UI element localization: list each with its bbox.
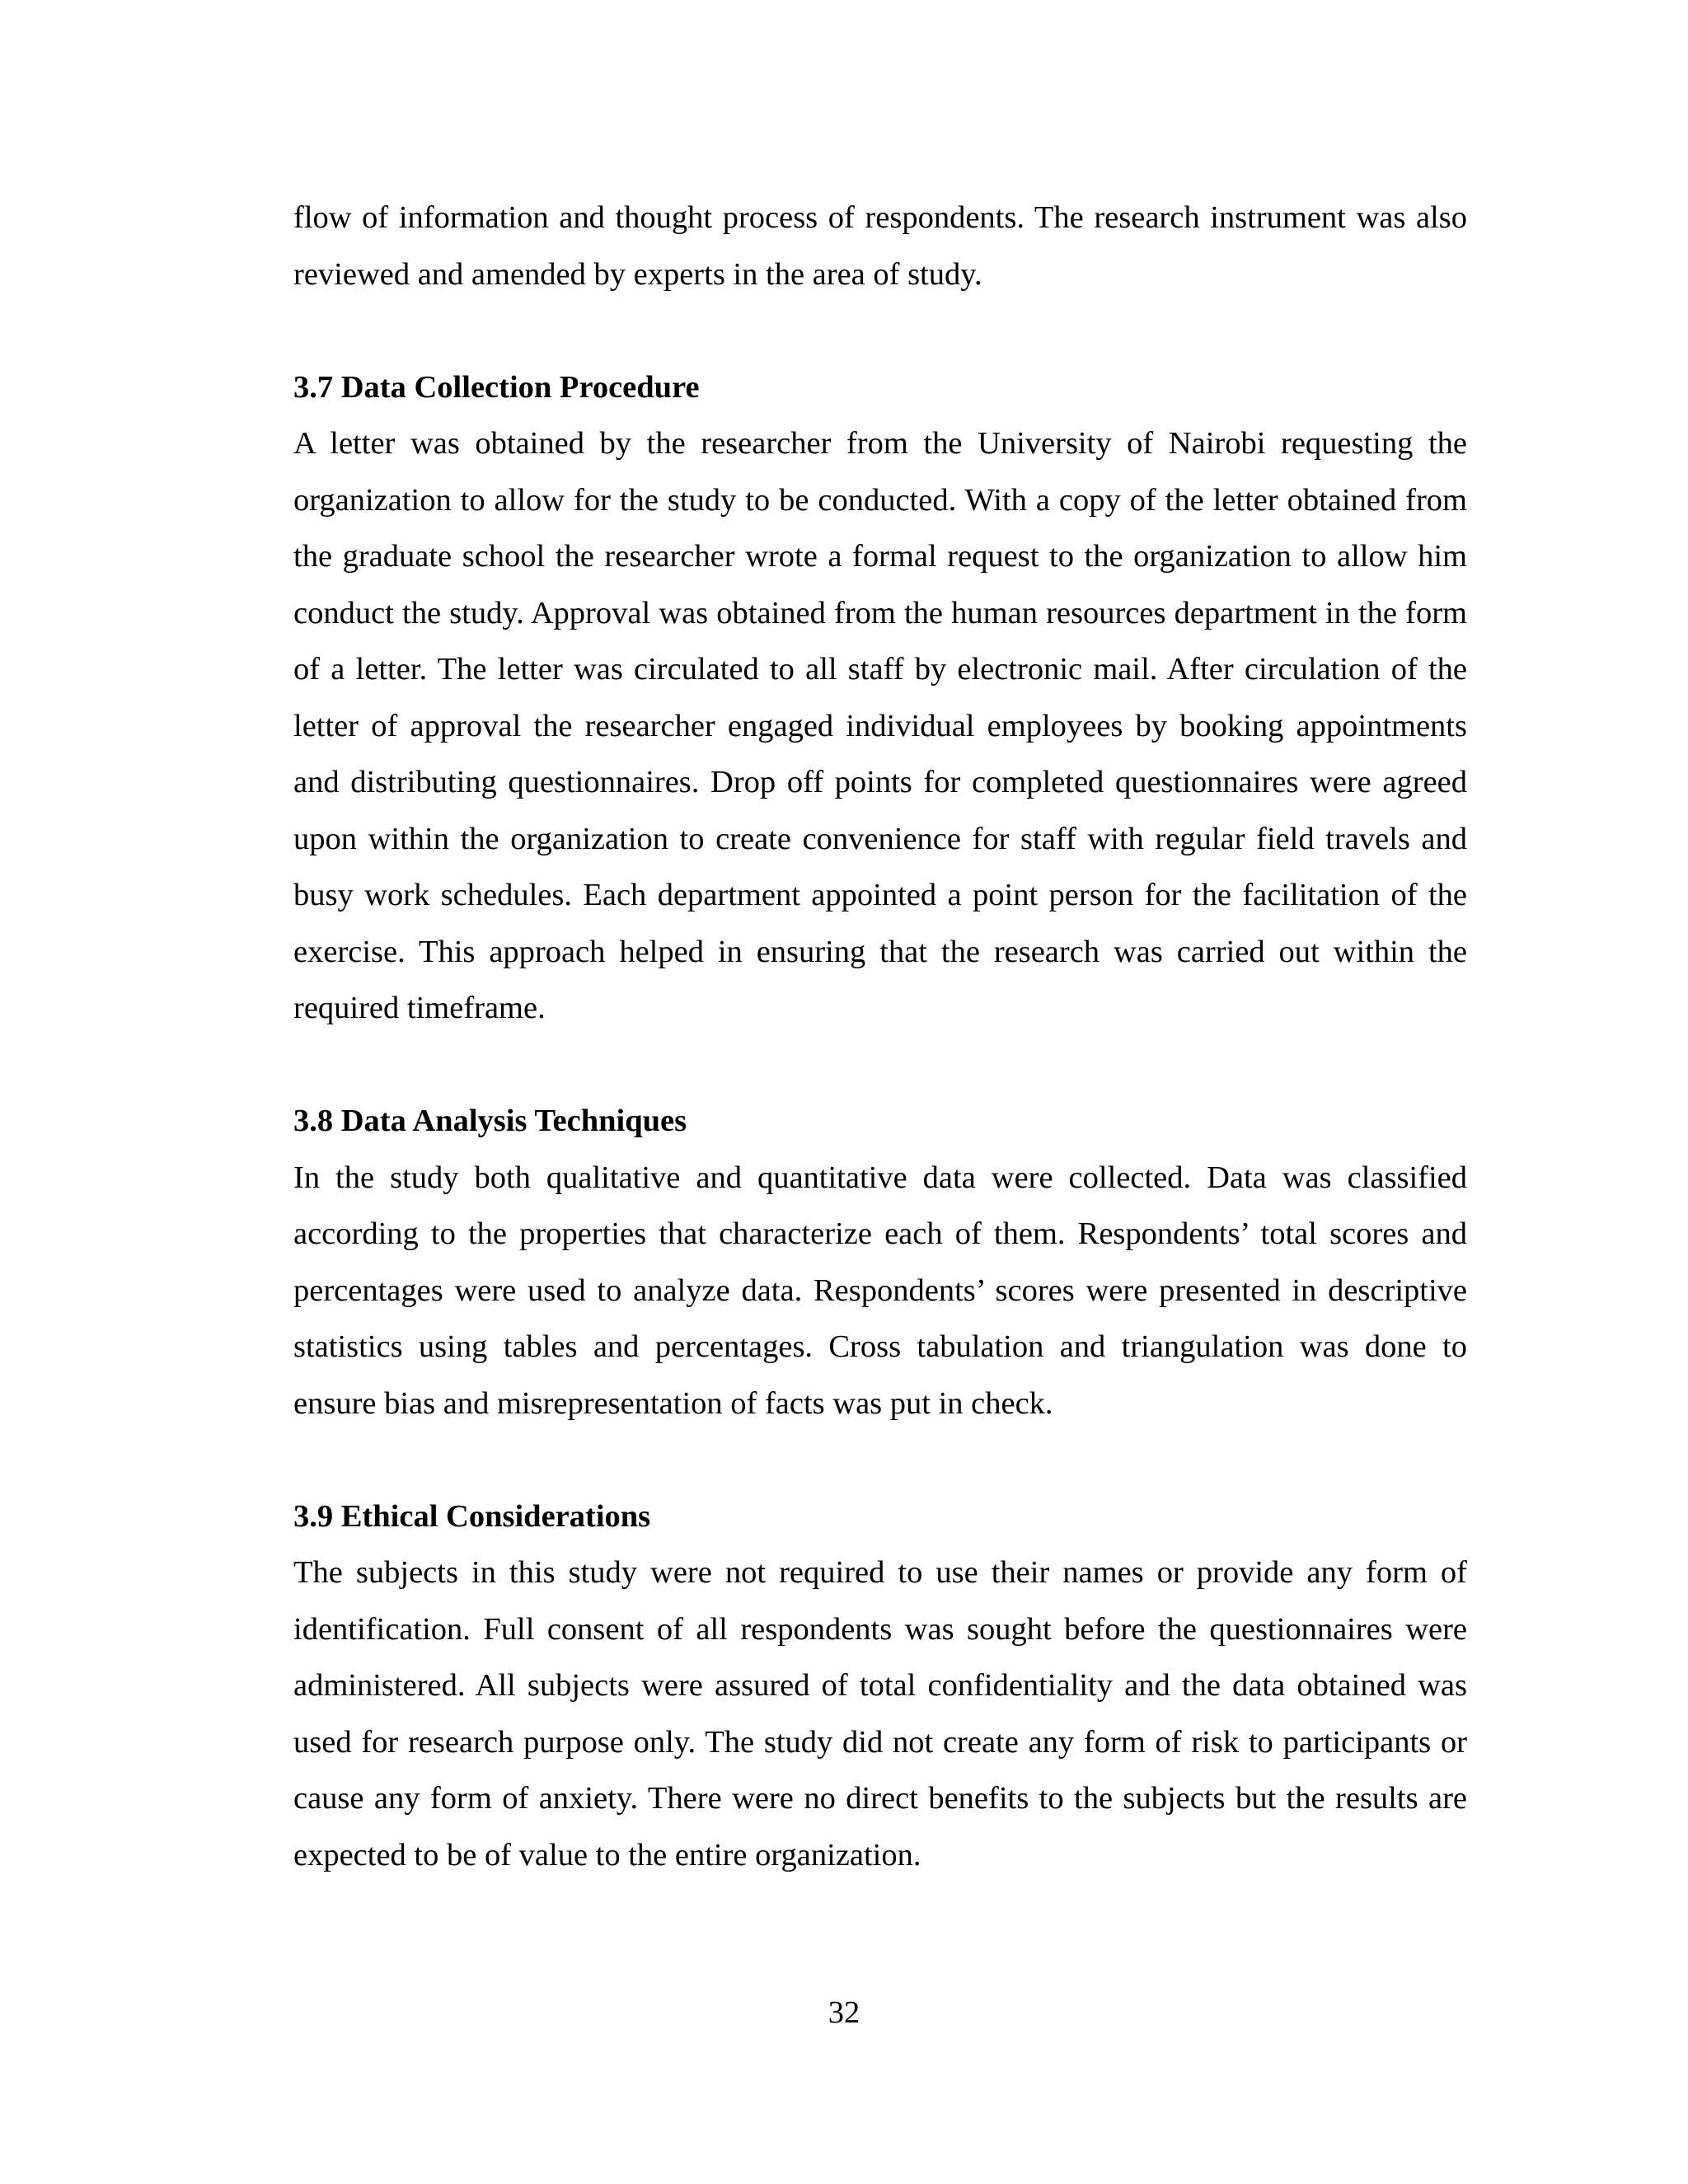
section-gap <box>293 1432 1467 1488</box>
section-body-data-analysis: In the study both qualitative and quantitative data were collected. Data was classified according to the properties that characterize each of them. Respondents’ total scores and percentages were used to analyze data. Respondents’ scores were presented in descriptive statistics using tables and percentages. Cross tabulation and triangulation was done to ensure bias and misrepresentation of facts was put in check. <box>293 1160 1467 1421</box>
section-body-data-collection: A letter was obtained by the researcher from the University of Nairobi requesting the organization to allow for the study to be conducted. With a copy of the letter obtained from the graduate school the researcher wrote a formal request to the organization to allow him conduct the study. Approval was obtained from the human resources department in the form of a letter. The letter was circulated to all staff by electronic mail. After circulation of the letter of approval the researcher engaged individual employees by booking appointments and distributing questionnaires. Drop off points for completed questionnaires were agreed upon within the organization to create convenience for staff with regular field travels and busy work schedules. Each department appointed a point person for the facilitation of the exercise. This approach helped in ensuring that the research was carried out within the required timeframe. <box>293 426 1467 1025</box>
section-gap <box>293 1037 1467 1094</box>
section-gap <box>293 302 1467 359</box>
section-heading-ethical-considerations: 3.9 Ethical Considerations <box>293 1498 651 1534</box>
section-body-ethical-considerations: The subjects in this study were not required to use their names or provide any form of identification. Full consent of all respondents was sought before the questionnaires were administered. All subjects were assured of total confidentiality and the data obtained was used for research purpose only. The study did not create any form of risk to participants or cause any form of anxiety. There were no direct benefits to the subjects but the results are expected to be of value to the entire organization. <box>293 1555 1467 1872</box>
intro-paragraph: flow of information and thought process of respondents. The research instrument was also reviewed and amended by experts in the area of study. <box>293 200 1467 292</box>
page-content <box>293 190 1467 1883</box>
section-heading-data-collection: 3.7 Data Collection Procedure <box>293 369 700 405</box>
section-heading-data-analysis: 3.8 Data Analysis Techniques <box>293 1104 687 1138</box>
page-number: 32 <box>828 1995 860 2030</box>
